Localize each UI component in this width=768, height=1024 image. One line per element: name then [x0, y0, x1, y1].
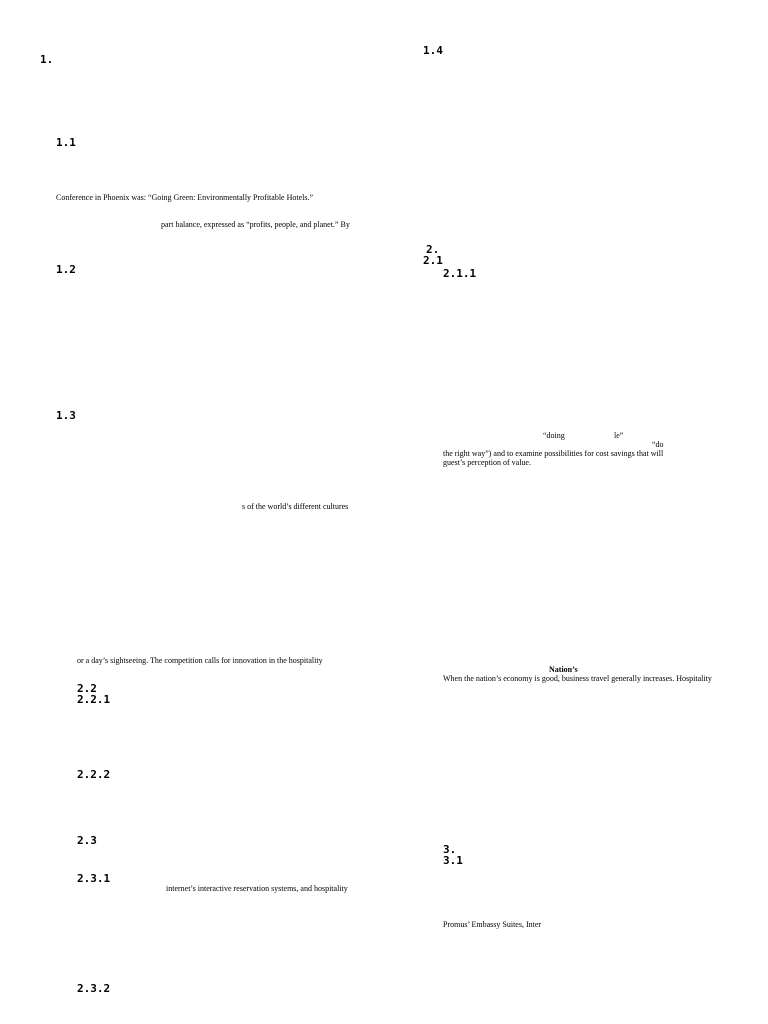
- text-nations: Nation’s: [549, 665, 578, 674]
- heading-2-1: 2.1: [423, 254, 443, 267]
- heading-2-2: 2.2: [77, 682, 97, 695]
- heading-1-4: 1.4: [423, 44, 443, 57]
- heading-2-3: 2.3: [77, 834, 97, 847]
- heading-2: 2.: [426, 243, 440, 256]
- text-le: le”: [614, 431, 624, 440]
- text-sightseeing: or a day’s sightseeing. The competition calls for innovation in the hospitality: [77, 656, 323, 665]
- text-conference: Conference in Phoenix was: “Going Green: Environmentally Profitable Hotels.”: [56, 193, 314, 202]
- heading-2-3-2: 2.3.2: [77, 982, 111, 995]
- heading-3: 3.: [443, 843, 457, 856]
- text-economy: When the nation’s economy is good, business travel generally increases. Hospitality: [443, 674, 712, 683]
- heading-2-3-1: 2.3.1: [77, 872, 111, 885]
- text-internet: internet’s interactive reservation systems, and hospitality: [166, 884, 348, 893]
- text-perception: guest’s perception of value.: [443, 458, 531, 467]
- text-right-way: the right way”) and to examine possibilities for cost savings that will: [443, 449, 664, 458]
- heading-1-3: 1.3: [56, 409, 76, 422]
- text-cultures: s of the world’s different cultures: [242, 502, 349, 511]
- text-doing: “doing: [543, 431, 565, 440]
- heading-2-1-1: 2.1.1: [443, 267, 477, 280]
- heading-3-1: 3.1: [443, 854, 463, 867]
- heading-1-2: 1.2: [56, 263, 76, 276]
- heading-1-1: 1.1: [56, 136, 76, 149]
- heading-1: 1.: [40, 53, 54, 66]
- text-balance: part balance, expressed as “profits, people, and planet.” By: [161, 220, 350, 229]
- heading-2-2-2: 2.2.2: [77, 768, 111, 781]
- text-promus: Promus’ Embassy Suites, Inter: [443, 920, 542, 929]
- heading-2-2-1: 2.2.1: [77, 693, 111, 706]
- text-do: “do: [652, 440, 664, 449]
